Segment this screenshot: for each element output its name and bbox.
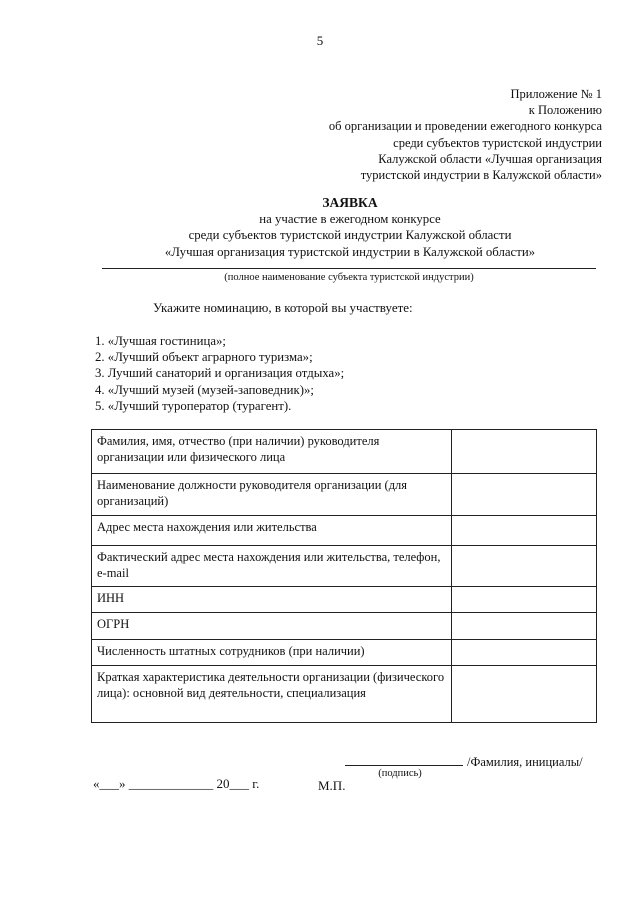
table-row <box>92 613 597 640</box>
row-value-cell[interactable] <box>452 587 597 613</box>
nomination-list <box>95 333 344 414</box>
table-row <box>92 546 597 587</box>
nomination-prompt: Укажите номинацию, в которой вы участвуете: <box>153 300 413 315</box>
row-label: Фактический адрес места нахождения или жительства, телефон, e-mail <box>92 546 452 587</box>
row-value-cell[interactable] <box>452 474 597 516</box>
signature-fill-line[interactable] <box>345 765 463 766</box>
form-title: ЗАЯВКА <box>322 195 378 210</box>
row-value-cell[interactable] <box>452 640 597 666</box>
applicant-info-table <box>91 429 597 723</box>
table-row <box>92 640 597 666</box>
date-line[interactable]: «___» _____________ 20___ г. <box>93 776 260 791</box>
form-heading <box>0 195 640 260</box>
org-name-fill-line[interactable] <box>102 268 596 269</box>
form-subtitle-line: на участие в ежегодном конкурсе <box>259 212 441 227</box>
table-row <box>92 430 597 474</box>
row-value-cell[interactable] <box>452 430 597 474</box>
appendix-header <box>329 86 602 183</box>
table-row <box>92 474 597 516</box>
org-name-caption: (полное наименование субъекта туристской индустрии) <box>224 272 474 283</box>
table-row <box>92 666 597 723</box>
row-label: Адрес места нахождения или жительства <box>92 516 452 546</box>
table-row <box>92 516 597 546</box>
row-label: Численность штатных сотрудников (при наличии) <box>92 640 452 666</box>
appendix-line: об организации и проведении ежегодного конкурса <box>328 119 602 134</box>
nomination-item: 4. «Лучший музей (музей-заповедник)»; <box>95 382 314 397</box>
nomination-item: 5. «Лучший туроператор (турагент). <box>95 398 292 413</box>
nomination-item: 1. «Лучшая гостиница»; <box>95 334 226 348</box>
row-label: Краткая характеристика деятельности организации (физического лица): основной вид деятельности, специализация <box>92 666 452 723</box>
form-subtitle-line: среди субъектов туристской индустрии Калужской области <box>188 228 512 243</box>
nomination-item: 3. Лучший санаторий и организация отдыха»; <box>95 366 345 381</box>
signature-caption: (подпись) <box>378 768 422 779</box>
appendix-line: Приложение № 1 <box>510 87 602 101</box>
stamp-place-label: М.П. <box>318 778 346 793</box>
row-value-cell[interactable] <box>452 546 597 587</box>
row-value-cell[interactable] <box>452 666 597 723</box>
row-label: Фамилия, имя, отчество (при наличии) руководителя организации или физического лица <box>92 430 452 474</box>
row-value-cell[interactable] <box>452 516 597 546</box>
row-value-cell[interactable] <box>452 613 597 640</box>
table-row <box>92 587 597 613</box>
appendix-line: туристской индустрии в Калужской области» <box>360 168 602 183</box>
page-number: 5 <box>316 33 324 48</box>
appendix-line: Калужской области «Лучшая организация <box>378 151 602 166</box>
appendix-line: к Положению <box>528 103 602 118</box>
appendix-line: среди субъектов туристской индустрии <box>393 135 602 150</box>
row-label: Наименование должности руководителя организации (для организаций) <box>92 474 452 516</box>
row-label: ОГРН <box>92 613 452 640</box>
signature-fio-label: /Фамилия, инициалы/ <box>467 755 583 769</box>
row-label: ИНН <box>92 587 452 613</box>
nomination-item: 2. «Лучший объект аграрного туризма»; <box>95 350 313 365</box>
form-subtitle-line: «Лучшая организация туристской индустрии в Калужской области» <box>164 244 536 259</box>
